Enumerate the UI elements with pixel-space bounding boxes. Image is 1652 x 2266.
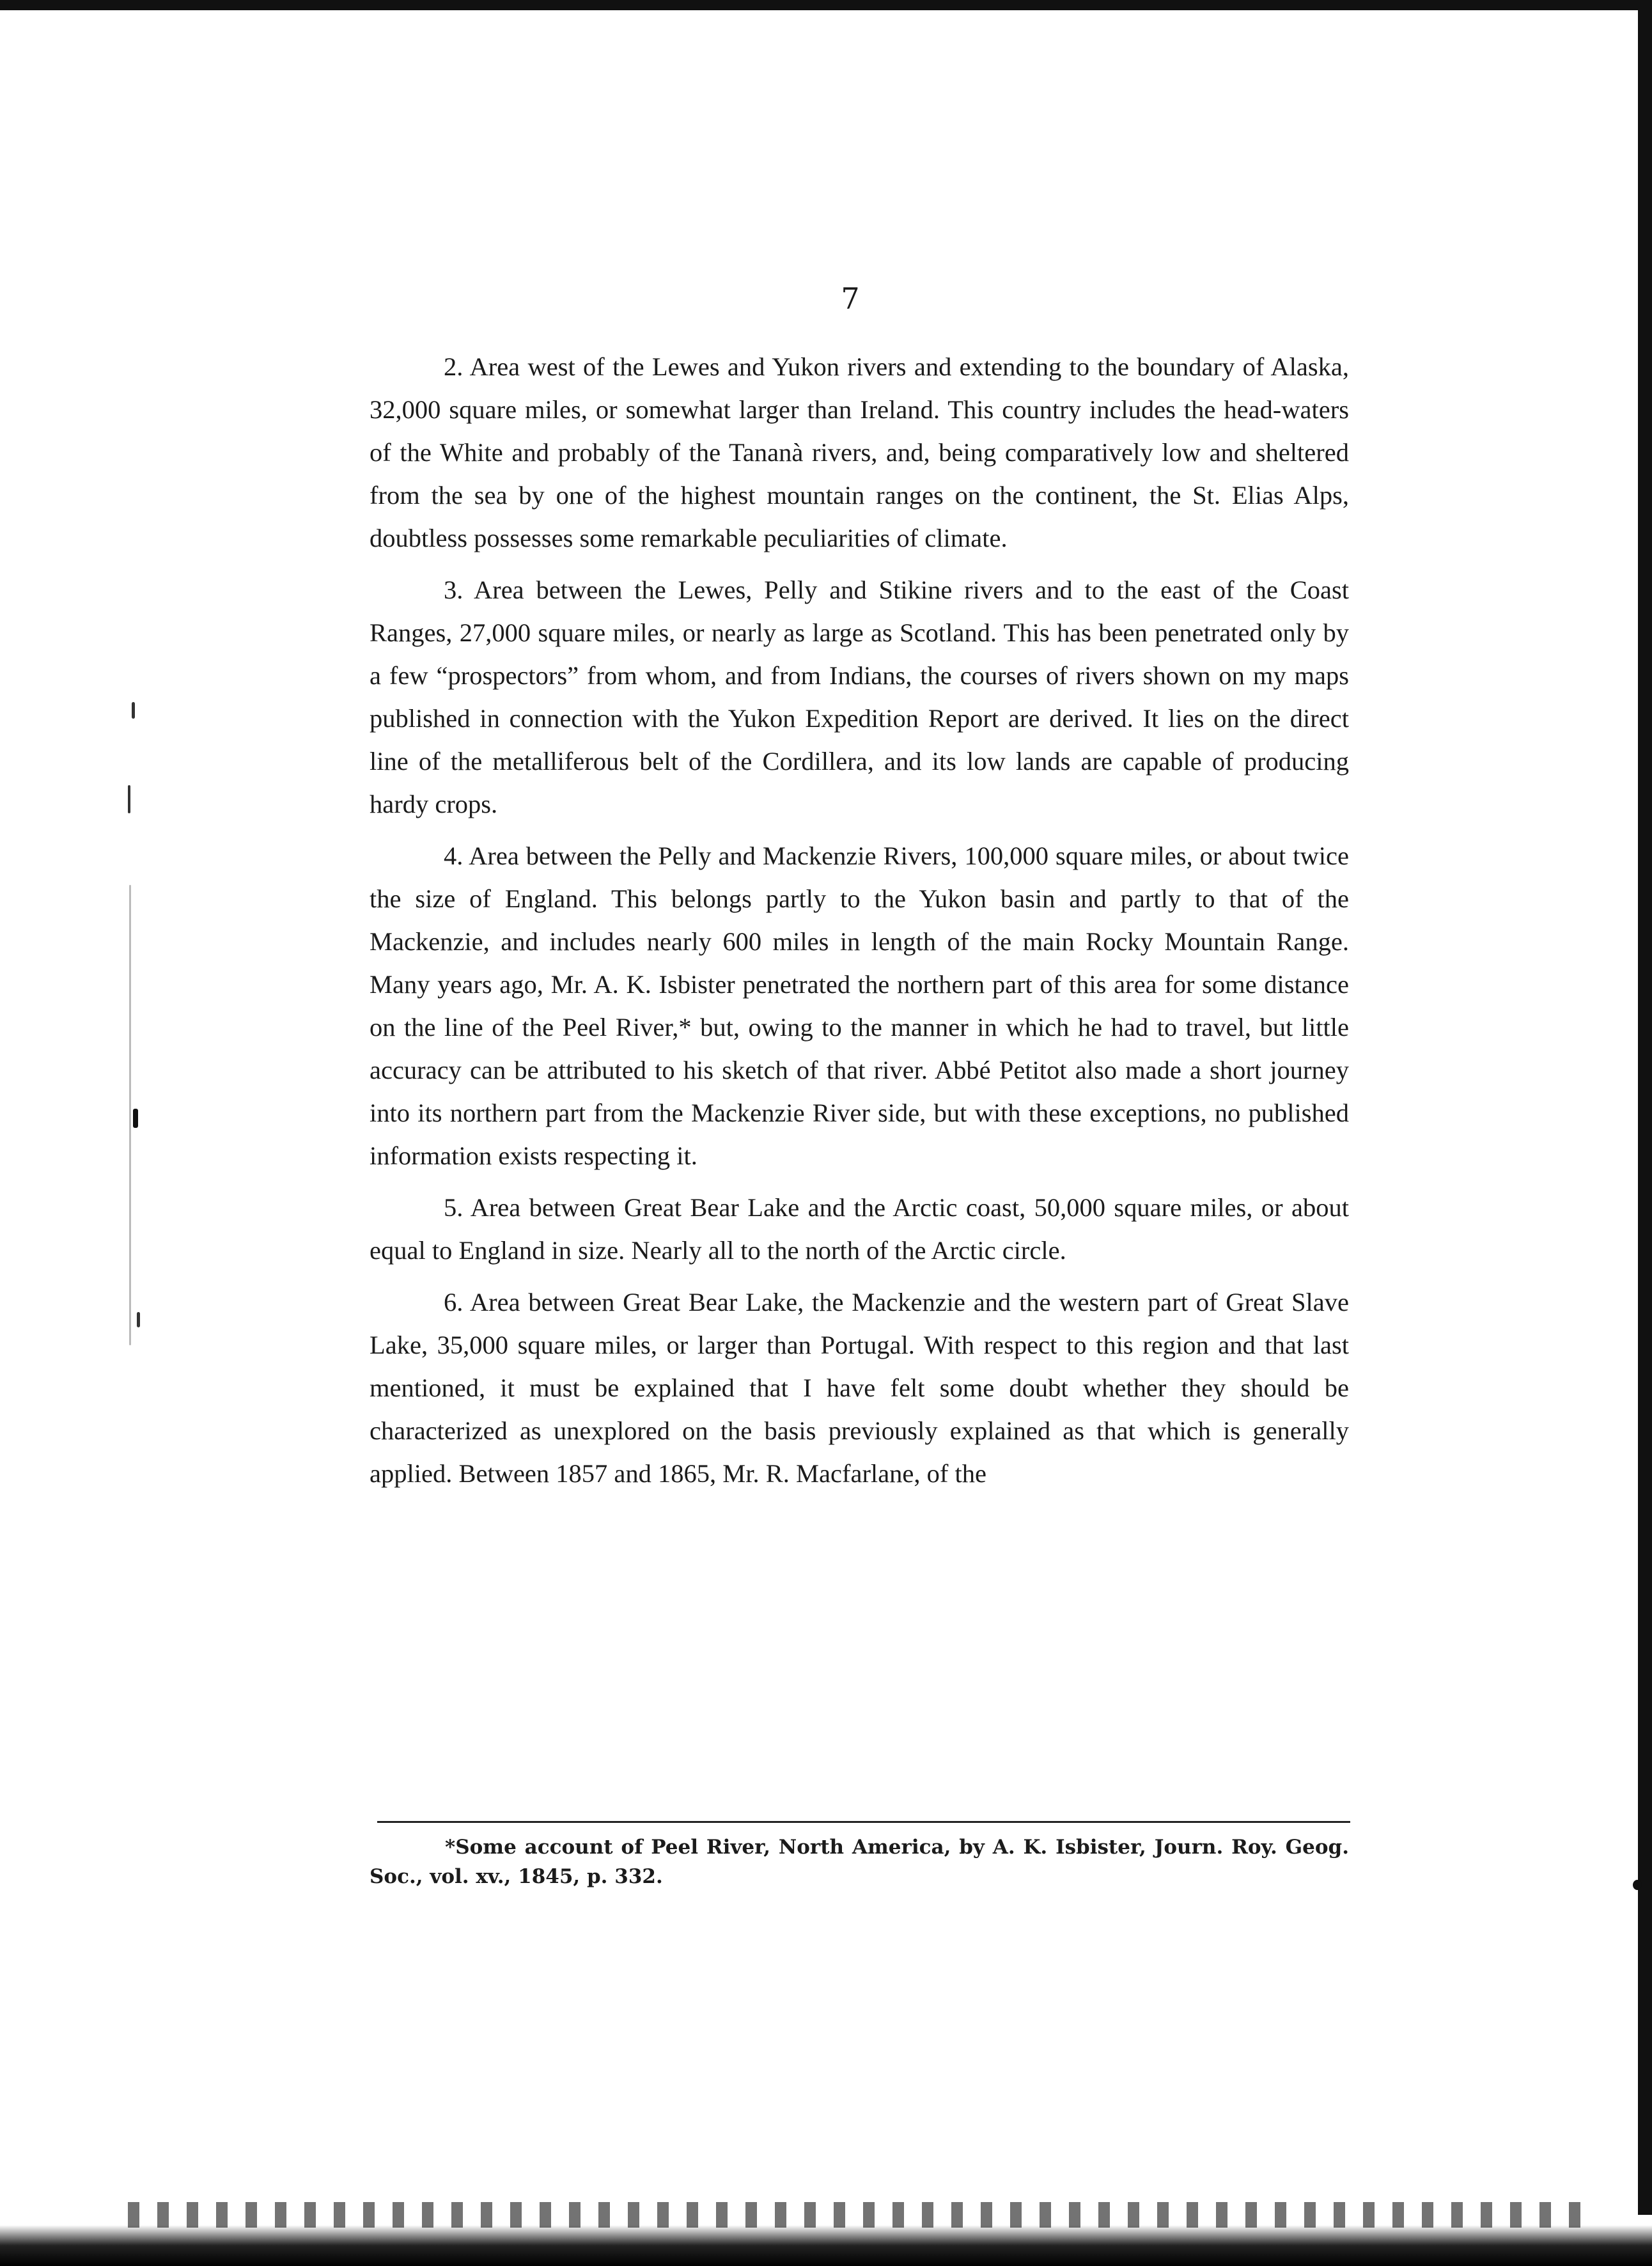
gutter-mark xyxy=(132,702,135,719)
scan-border-top xyxy=(0,0,1652,10)
gutter-mark xyxy=(133,1109,138,1128)
paragraph-2: 2. Area west of the Lewes and Yukon rivers and extending to the boundary of Alaska, 32,000 square miles, or somewhat larger than Ireland. This country includes the head-waters of the White and probably of the Tananà rivers, and, being comparatively low and sheltered from the sea by one of the highest mountain ranges on the continent, the St. Elias Alps, doubtless possesses some remarkable peculiarities of climate. xyxy=(370,352,1349,552)
scan-border-right xyxy=(1638,0,1652,2266)
footnote-divider xyxy=(377,1821,1350,1823)
footnote: *Some account of Peel River, North America, by A. K. Isbister, Journ. Roy. Geog. Soc., vol. xv., 1845, p. 332. xyxy=(370,1836,1349,1888)
paragraph-3: 3. Area between the Lewes, Pelly and Stikine rivers and to the east of the Coast Ranges, 27,000 square miles, or nearly as large as Scotland. This has been penetrated only by a few “prospectors” from whom, and from Indians, the courses of rivers shown on my maps published in connection with the Yukon Expedition Report are derived. It lies on the direct line of the metalliferous belt of the Cordillera, and its low lands are capable of producing hardy crops. xyxy=(370,575,1349,818)
gutter-mark xyxy=(137,1312,140,1327)
gutter-mark xyxy=(128,785,130,813)
paragraph-6: 6. Area between Great Bear Lake, the Mackenzie and the western part of Great Slave Lake, 35,000 square miles, or larger than Portugal. With respect to this region and that last mentioned, it must be explained that I have felt some doubt whether they should be characterized as unexplored on the basis previously explained as that which is generally applied. Between 1857 and 1865, Mr. R. Macfarlane, of the xyxy=(370,1288,1349,1488)
gutter-mark xyxy=(129,885,131,1345)
page-number: 7 xyxy=(841,281,860,316)
scan-speck xyxy=(1633,1880,1642,1890)
scan-torn-edge xyxy=(128,2202,1598,2228)
body-text xyxy=(370,345,1349,1504)
paragraph-5: 5. Area between Great Bear Lake and the Arctic coast, 50,000 square miles, or about equal to England in size. Nearly all to the north of the Arctic circle. xyxy=(370,1193,1349,1265)
paragraph-4: 4. Area between the Pelly and Mackenzie Rivers, 100,000 square miles, or about twice the size of England. This belongs partly to the Yukon basin and partly to that of the Mackenzie, and includes nearly 600 miles in length of the main Rocky Mountain Range. Many years ago, Mr. A. K. Isbister penetrated the northern part of this area for some distance on the line of the Peel River,* but, owing to the manner in which he had to travel, but little accuracy can be attributed to his sketch of that river. Abbé Petitot also made a short journey into its northern part from the Mackenzie River side, but with these exceptions, no published information exists respecting it. xyxy=(370,841,1349,1170)
